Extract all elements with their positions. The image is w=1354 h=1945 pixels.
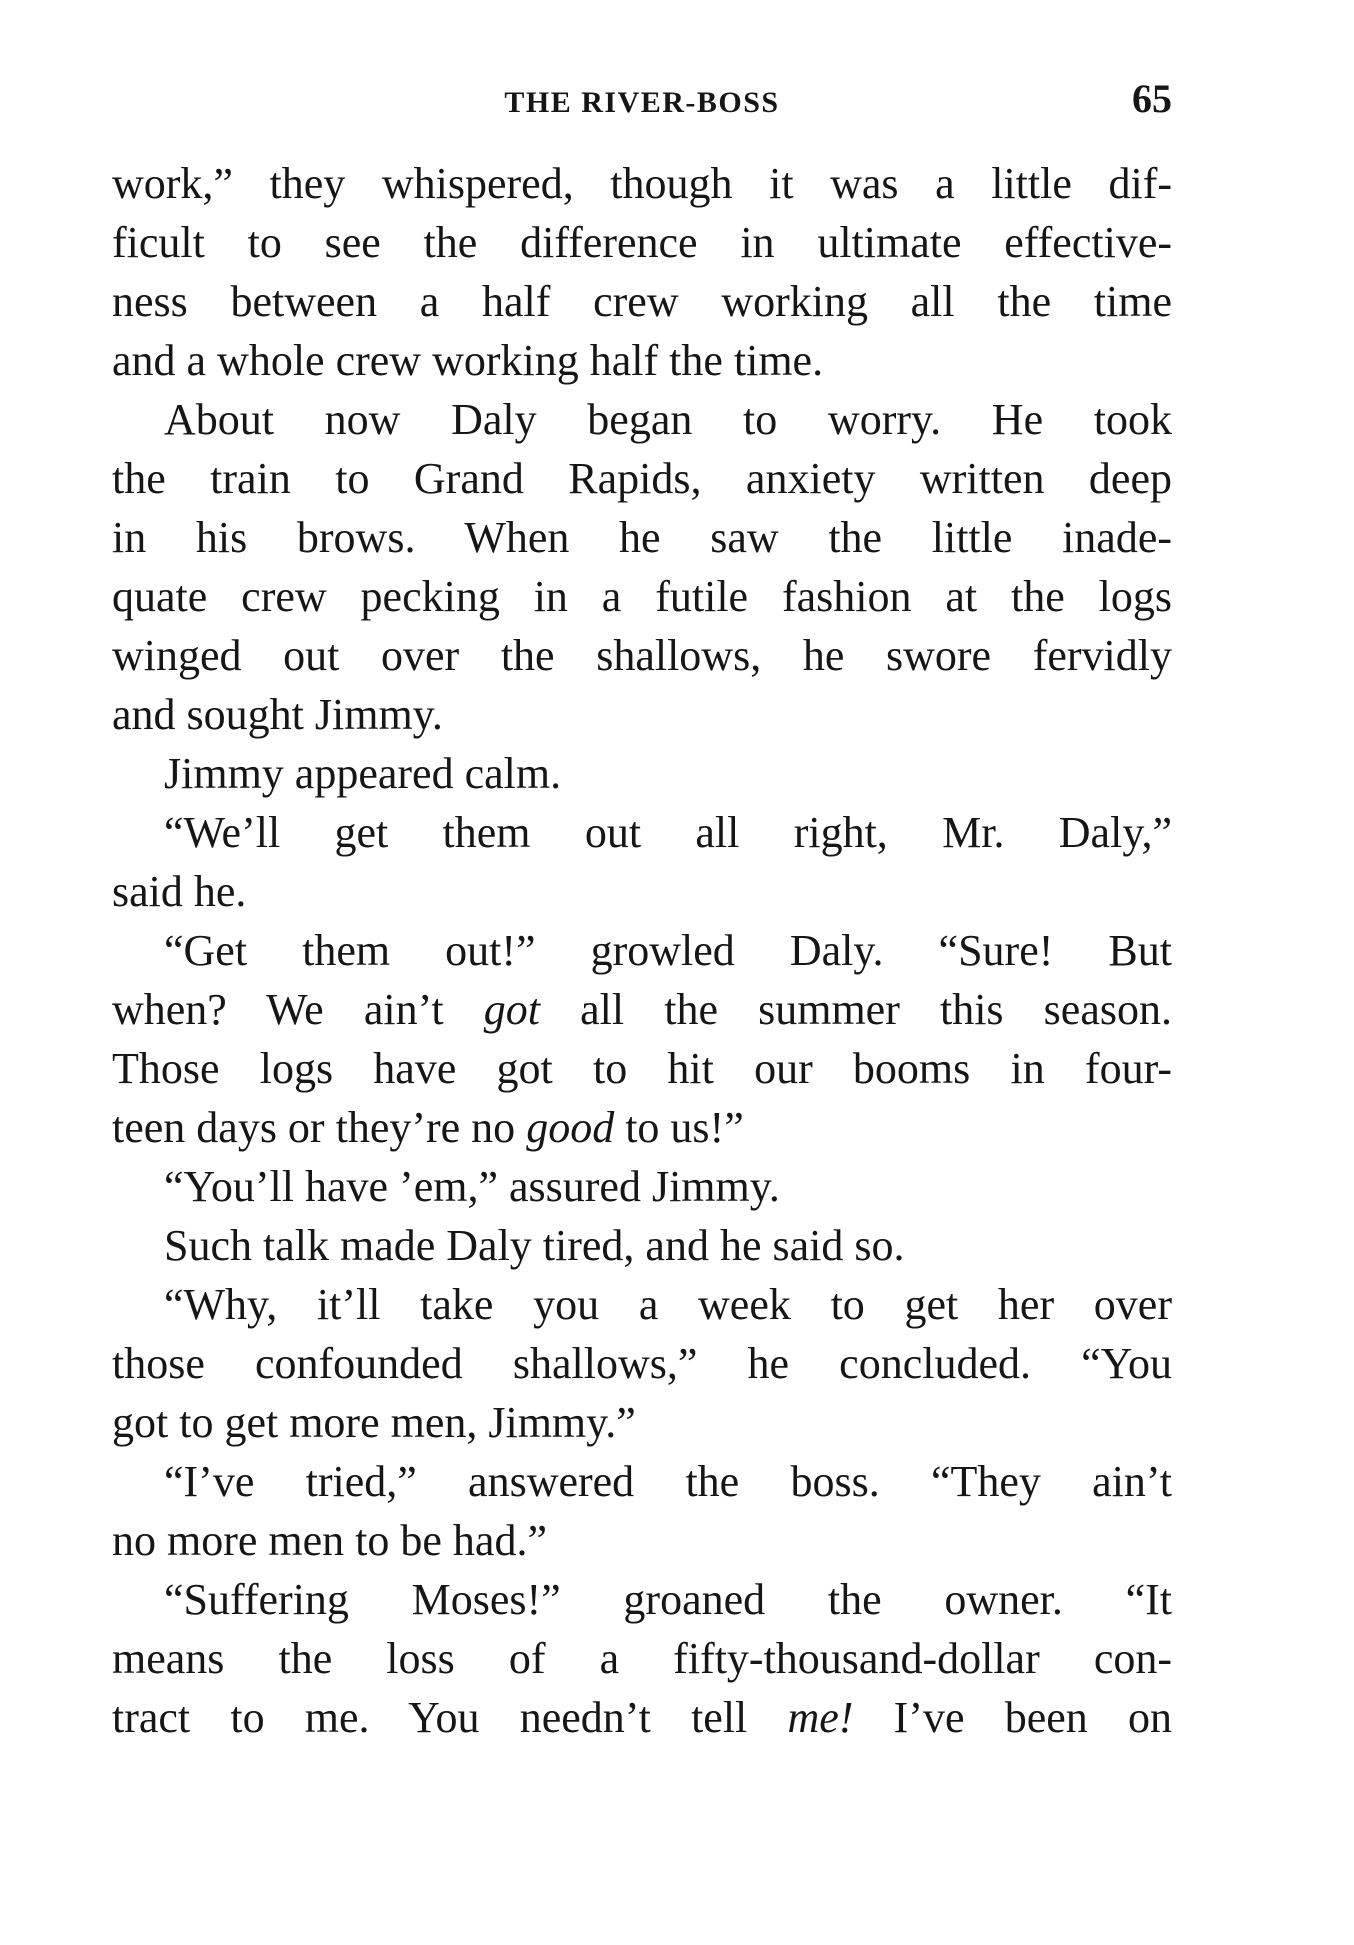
text-line bbox=[112, 390, 1172, 449]
text-line bbox=[112, 1629, 1172, 1688]
text-segment: no more men to be had.” bbox=[112, 1516, 547, 1565]
text-segment: ficult to see the difference in ultimate effective- bbox=[112, 218, 1172, 267]
text-segment: to us!” bbox=[614, 1103, 744, 1152]
text-segment: “I’ve tried,” answered the boss. “They ain’t bbox=[164, 1457, 1172, 1506]
text-line bbox=[112, 980, 1172, 1039]
text-line bbox=[112, 1275, 1172, 1334]
text-segment: “Get them out!” growled Daly. “Sure! But bbox=[164, 926, 1172, 975]
text-line bbox=[112, 685, 1172, 744]
text-line bbox=[112, 1216, 1172, 1275]
text-segment: all the summer this season. bbox=[540, 985, 1172, 1034]
page-number: 65 bbox=[1132, 76, 1172, 121]
text-segment: Jimmy appeared calm. bbox=[164, 749, 562, 798]
page-header bbox=[112, 78, 1172, 128]
text-segment: those confounded shallows,” he concluded. “You bbox=[112, 1339, 1172, 1388]
text-segment: Those logs have got to hit our booms in four- bbox=[112, 1044, 1172, 1093]
text-line bbox=[112, 508, 1172, 567]
text-segment: and sought Jimmy. bbox=[112, 690, 443, 739]
text-line bbox=[112, 1098, 1172, 1157]
text-segment: “Suffering Moses!” groaned the owner. “It bbox=[164, 1575, 1172, 1624]
text-line bbox=[112, 1157, 1172, 1216]
text-segment: work,” they whispered, though it was a little dif- bbox=[112, 159, 1172, 208]
text-segment: when? We ain’t bbox=[112, 985, 484, 1034]
text-segment: the train to Grand Rapids, anxiety written deep bbox=[112, 454, 1172, 503]
text-line bbox=[112, 1570, 1172, 1629]
text-line bbox=[112, 803, 1172, 862]
italic-text: got bbox=[483, 985, 541, 1034]
text-segment: “You’ll have ’em,” assured Jimmy. bbox=[164, 1162, 780, 1211]
text-line bbox=[112, 213, 1172, 272]
text-line bbox=[112, 449, 1172, 508]
text-segment: got to get more men, Jimmy.” bbox=[112, 1398, 636, 1447]
text-segment: means the loss of a fifty-thousand-dollar con- bbox=[112, 1634, 1172, 1683]
body-text bbox=[112, 154, 1172, 1747]
text-line bbox=[112, 744, 1172, 803]
text-line bbox=[112, 331, 1172, 390]
italic-text: me! bbox=[787, 1693, 854, 1742]
text-line bbox=[112, 1393, 1172, 1452]
text-segment: ness between a half crew working all the time bbox=[112, 277, 1172, 326]
text-line bbox=[112, 626, 1172, 685]
text-line bbox=[112, 1511, 1172, 1570]
text-line bbox=[112, 1334, 1172, 1393]
text-segment: About now Daly began to worry. He took bbox=[164, 395, 1172, 444]
text-line bbox=[112, 154, 1172, 213]
text-segment: “Why, it’ll take you a week to get her over bbox=[164, 1280, 1172, 1329]
text-segment: Such talk made Daly tired, and he said so. bbox=[164, 1221, 905, 1270]
text-line bbox=[112, 1688, 1172, 1747]
text-line bbox=[112, 862, 1172, 921]
text-segment: I’ve been on bbox=[853, 1693, 1172, 1742]
text-line bbox=[112, 1452, 1172, 1511]
text-line bbox=[112, 1039, 1172, 1098]
text-line bbox=[112, 272, 1172, 331]
text-segment: tract to me. You needn’t tell bbox=[112, 1693, 788, 1742]
text-segment: quate crew pecking in a futile fashion at the logs bbox=[112, 572, 1172, 621]
text-segment: said he. bbox=[112, 867, 247, 916]
running-title: THE RIVER-BOSS bbox=[504, 86, 780, 119]
text-line bbox=[112, 567, 1172, 626]
text-segment: and a whole crew working half the time. bbox=[112, 336, 824, 385]
text-segment: teen days or they’re no bbox=[112, 1103, 527, 1152]
text-segment: winged out over the shallows, he swore fervidly bbox=[112, 631, 1172, 680]
text-line bbox=[112, 921, 1172, 980]
text-segment: “We’ll get them out all right, Mr. Daly,” bbox=[164, 808, 1172, 857]
italic-text: good bbox=[526, 1103, 615, 1152]
text-segment: in his brows. When he saw the little inade- bbox=[112, 513, 1172, 562]
